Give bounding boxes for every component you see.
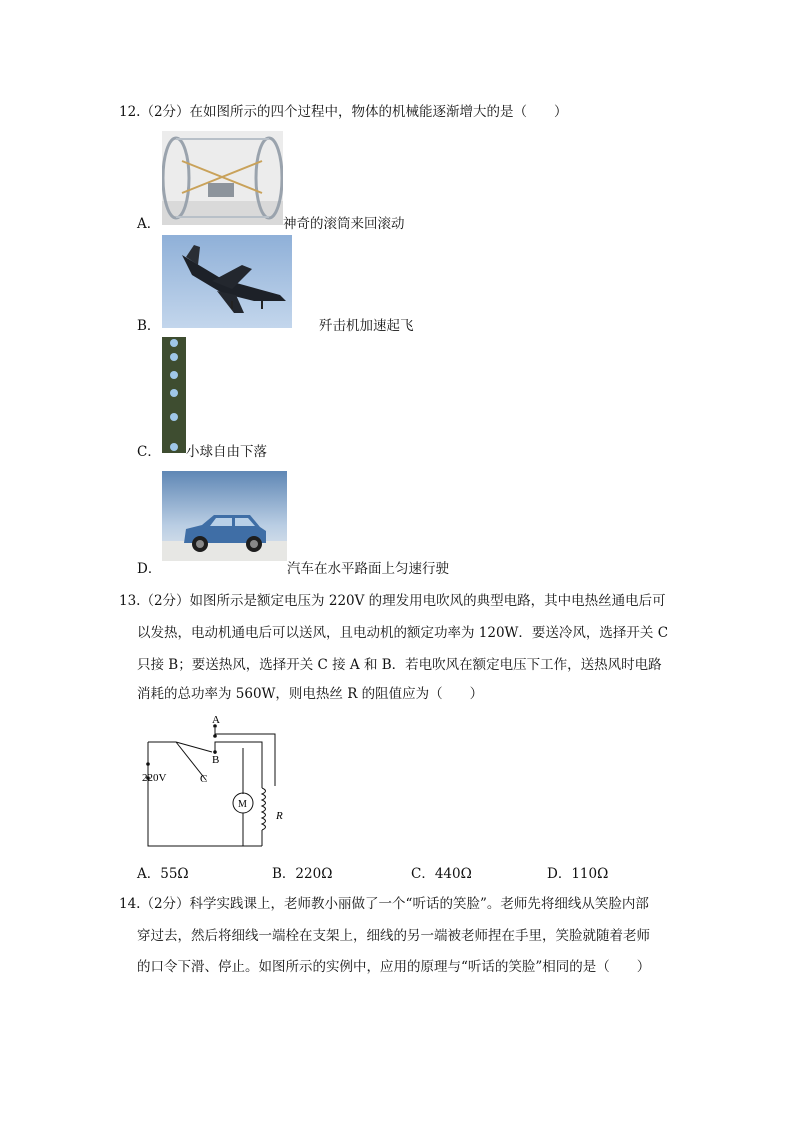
fighter-jet-image [162, 235, 292, 328]
circuit-diagram [140, 712, 290, 852]
q12-option-c-text: 小球自由下落 [186, 444, 267, 460]
q12-option-a-text: 神奇的滚筒来回滚动 [283, 216, 405, 232]
q12-option-b-letter: B． [137, 318, 161, 334]
q12-option-d-letter: D． [137, 561, 162, 577]
circuit-label-a: A [212, 714, 220, 726]
q12-stem: 12.（2分）在如图所示的四个过程中，物体的机械能逐渐增大的是（ ） [119, 104, 568, 120]
circuit-label-voltage: 220V [142, 772, 167, 784]
q12-option-d-text: 汽车在水平路面上匀速行驶 [287, 561, 449, 577]
q13-line-3: 只接 B；要送热风，选择开关 C 接 A 和 B．若电吹风在额定电压下工作，送热风时电路 [137, 657, 662, 673]
q12-option-c-letter: C． [137, 444, 161, 460]
q13-line-4: 消耗的总功率为 560W，则电热丝 R 的阻值应为（ ） [137, 686, 484, 702]
circuit-label-resistor: R [276, 810, 283, 822]
q14-line-3: 的口令下滑、停止。如图所示的实例中，应用的原理与“听话的笑脸”相同的是（ ） [137, 959, 651, 975]
rolling-cylinder-image [162, 131, 283, 225]
car-image [162, 471, 287, 561]
q12-option-a-letter: A． [137, 216, 161, 232]
circuit-label-b: B [212, 754, 220, 766]
q12-option-b-text: 歼击机加速起飞 [319, 318, 414, 334]
q14-line-1: 14.（2分）科学实践课上，老师教小丽做了一个“听话的笑脸”。老师先将细线从笑脸内部 [119, 896, 649, 912]
q13-option-c: C．440Ω [411, 866, 472, 882]
q14-line-2: 穿过去，然后将细线一端栓在支架上，细线的另一端被老师捏在手里，笑脸就随着老师 [137, 928, 650, 944]
q13-line-2: 以发热，电动机通电后可以送风，且电动机的额定功率为 120W．要送冷风，选择开关 C [137, 625, 669, 641]
circuit-label-motor: M [238, 799, 247, 810]
q13-option-a: A．55Ω [137, 866, 189, 882]
circuit-label-c: C [200, 773, 208, 785]
q13-line-1: 13.（2分）如图所示是额定电压为 220V 的理发用电吹风的典型电路，其中电热丝通电后可 [119, 593, 666, 609]
q13-option-d: D．110Ω [547, 866, 609, 882]
q13-option-b: B．220Ω [272, 866, 333, 882]
falling-ball-image [162, 337, 186, 453]
